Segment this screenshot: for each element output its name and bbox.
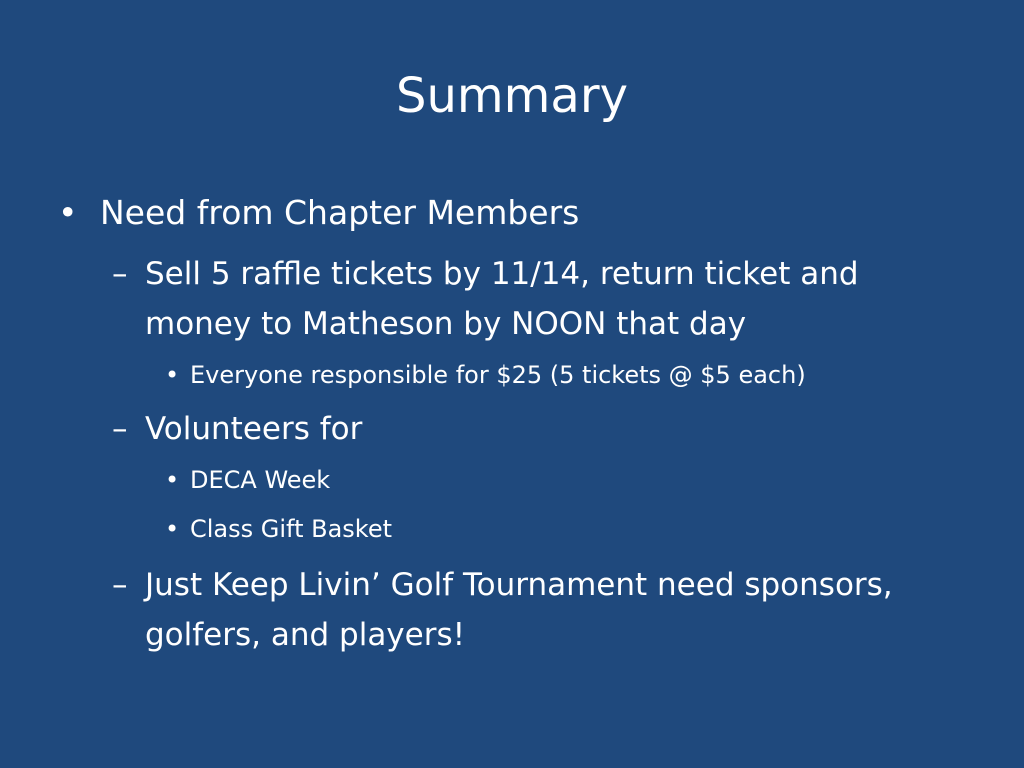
sub-bullet-raffle-line-1: Sell 5 raffle tickets by 11/14, return ticket and [145, 256, 859, 292]
dash-marker: – [112, 567, 128, 603]
slide-title: Summary [396, 68, 628, 124]
dash-marker: – [112, 256, 128, 292]
sub-sub-bullet-class-gift-basket: Class Gift Basket [190, 515, 392, 543]
sub-bullet-golf-line-2: golfers, and players! [145, 617, 466, 653]
bullet-marker: • [58, 193, 78, 232]
dash-marker: – [112, 411, 128, 447]
bullet-need-from-chapter-members: Need from Chapter Members [100, 193, 580, 232]
sub-bullet-volunteers: Volunteers for [145, 411, 363, 447]
sub-sub-bullet-deca-week: DECA Week [190, 466, 331, 494]
bullet-marker: • [165, 515, 180, 543]
sub-bullet-raffle-line-2: money to Matheson by NOON that day [145, 306, 747, 342]
sub-sub-bullet-responsible: Everyone responsible for $25 (5 tickets @ $5 each) [190, 361, 806, 389]
bullet-marker: • [165, 466, 180, 494]
bullet-marker: • [165, 361, 180, 389]
sub-bullet-golf-line-1: Just Keep Livin’ Golf Tournament need sponsors, [145, 567, 893, 603]
